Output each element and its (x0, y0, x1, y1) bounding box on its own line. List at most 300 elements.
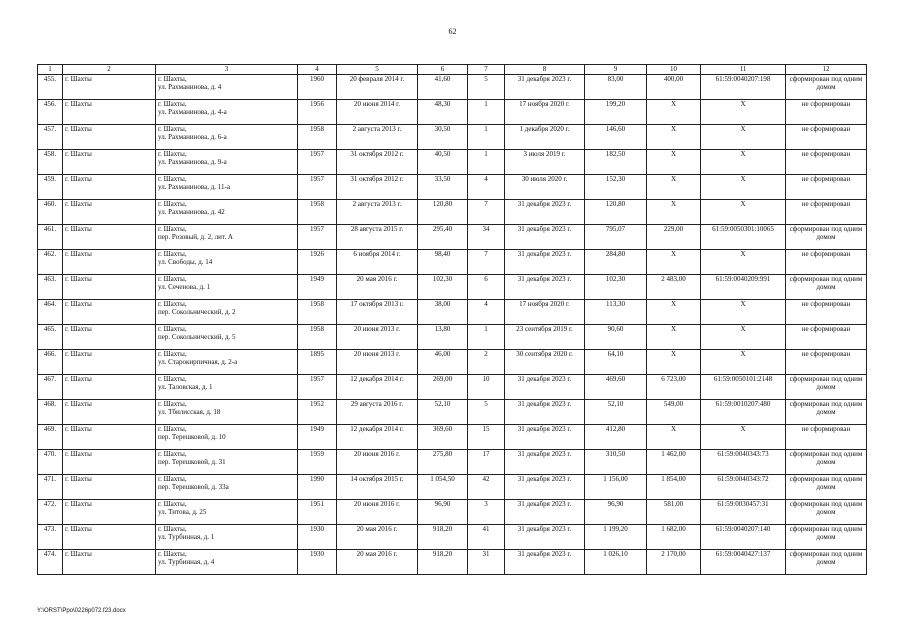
address-line-city: г. Шахты, (158, 100, 187, 108)
table-row (38, 150, 867, 175)
cadastral-number-cell: Х (701, 150, 786, 175)
housing-table-container (37, 64, 866, 575)
table-row (38, 475, 867, 500)
land-status-cell: сформирован под одним домом (786, 275, 867, 300)
address-cell (156, 325, 298, 350)
land-area-cell: Х (647, 175, 701, 200)
planned-date-cell: 31 декабря 2023 г. (505, 550, 585, 575)
total-area-cell: 469,60 (585, 375, 647, 400)
area-cell: 918,20 (418, 550, 468, 575)
cadastral-number-cell: Х (701, 175, 786, 200)
table-row (38, 300, 867, 325)
land-area-cell: Х (647, 325, 701, 350)
land-area-cell: 581,00 (647, 500, 701, 525)
address-line-city: г. Шахты, (158, 350, 187, 358)
address-cell (156, 400, 298, 425)
land-status-cell: не сформирован (786, 200, 867, 225)
settlement-cell: г. Шахты (63, 500, 156, 525)
address-line-street: пер. Розовый, д. 2, лит. А (158, 233, 233, 241)
land-area-cell: 400,00 (647, 75, 701, 100)
planned-date-cell: 23 сентября 2019 г. (505, 325, 585, 350)
address-line-street: пер. Сокольнический, д. 2 (158, 308, 236, 316)
settlement-cell: г. Шахты (63, 375, 156, 400)
settlement-cell: г. Шахты (63, 275, 156, 300)
land-status-cell: не сформирован (786, 425, 867, 450)
area-cell: 48,30 (418, 100, 468, 125)
cadastral-number-cell: Х (701, 250, 786, 275)
address-cell (156, 450, 298, 475)
row-number: 473. (38, 525, 63, 550)
year-built-cell: 1958 (298, 125, 337, 150)
address-cell (156, 225, 298, 250)
row-number: 459. (38, 175, 63, 200)
total-area-cell: 199,20 (585, 100, 647, 125)
cadastral-number-cell: 61:59:0050101:2148 (701, 375, 786, 400)
file-path-footer: Y:\ORST\Ppo\0226p072.f23.docx (37, 608, 126, 614)
land-status-cell: сформирован под одним домом (786, 450, 867, 475)
address-line-city: г. Шахты, (158, 375, 187, 383)
date-cell: 20 мая 2016 г. (337, 525, 418, 550)
cadastral-number-cell: 61:59:0040207:140 (701, 525, 786, 550)
land-status-cell: сформирован под одним домом (786, 500, 867, 525)
land-status-cell: не сформирован (786, 250, 867, 275)
column-header: 3 (156, 65, 298, 75)
address-cell (156, 250, 298, 275)
date-cell: 28 августа 2015 г. (337, 225, 418, 250)
residents-count-cell: 6 (468, 275, 505, 300)
land-area-cell: Х (647, 200, 701, 225)
area-cell: 33,50 (418, 175, 468, 200)
row-number: 457. (38, 125, 63, 150)
address-line-street: ул. Рахманинова, д. 11-а (158, 183, 230, 191)
total-area-cell: 795,07 (585, 225, 647, 250)
settlement-cell: г. Шахты (63, 250, 156, 275)
address-line-street: ул. Турбинная, д. 1 (158, 533, 215, 541)
total-area-cell: 1 026,10 (585, 550, 647, 575)
land-area-cell: Х (647, 350, 701, 375)
settlement-cell: г. Шахты (63, 350, 156, 375)
settlement-cell: г. Шахты (63, 200, 156, 225)
area-cell: 52,10 (418, 400, 468, 425)
planned-date-cell: 31 декабря 2023 г. (505, 200, 585, 225)
address-line-city: г. Шахты, (158, 150, 187, 158)
row-number: 458. (38, 150, 63, 175)
address-cell (156, 125, 298, 150)
year-built-cell: 1930 (298, 525, 337, 550)
address-line-city: г. Шахты, (158, 75, 187, 83)
row-number: 465. (38, 325, 63, 350)
table-row (38, 275, 867, 300)
total-area-cell: 1 199,20 (585, 525, 647, 550)
table-row (38, 175, 867, 200)
address-line-city: г. Шахты, (158, 525, 187, 533)
residents-count-cell: 10 (468, 375, 505, 400)
date-cell: 2 августа 2013 г. (337, 125, 418, 150)
table-row (38, 325, 867, 350)
land-status-cell: сформирован под одним домом (786, 525, 867, 550)
date-cell: 20 июня 2013 г. (337, 325, 418, 350)
table-row (38, 200, 867, 225)
land-area-cell: Х (647, 125, 701, 150)
address-cell (156, 100, 298, 125)
residents-count-cell: 1 (468, 125, 505, 150)
year-built-cell: 1990 (298, 475, 337, 500)
residents-count-cell: 42 (468, 475, 505, 500)
settlement-cell: г. Шахты (63, 175, 156, 200)
land-status-cell: сформирован под одним домом (786, 550, 867, 575)
address-line-street: ул. Рахманинова, д. 4 (158, 83, 222, 91)
land-area-cell: 1 462,00 (647, 450, 701, 475)
row-number: 469. (38, 425, 63, 450)
year-built-cell: 1956 (298, 100, 337, 125)
land-area-cell: Х (647, 150, 701, 175)
residents-count-cell: 1 (468, 325, 505, 350)
land-area-cell: 1 682,00 (647, 525, 701, 550)
address-line-street: пер. Терешковой, д. 31 (158, 458, 226, 466)
address-line-street: ул. Старокирпичная, д. 2-а (158, 358, 238, 366)
row-number: 460. (38, 200, 63, 225)
address-cell (156, 150, 298, 175)
land-area-cell: Х (647, 300, 701, 325)
year-built-cell: 1895 (298, 350, 337, 375)
address-cell (156, 75, 298, 100)
year-built-cell: 1958 (298, 300, 337, 325)
land-area-cell: 549,00 (647, 400, 701, 425)
residents-count-cell: 4 (468, 300, 505, 325)
planned-date-cell: 31 декабря 2023 г. (505, 500, 585, 525)
planned-date-cell: 3 июля 2019 г. (505, 150, 585, 175)
row-number: 474. (38, 550, 63, 575)
total-area-cell: 146,60 (585, 125, 647, 150)
residents-count-cell: 5 (468, 400, 505, 425)
settlement-cell: г. Шахты (63, 150, 156, 175)
row-number: 472. (38, 500, 63, 525)
area-cell: 40,50 (418, 150, 468, 175)
cadastral-number-cell: Х (701, 325, 786, 350)
year-built-cell: 1949 (298, 425, 337, 450)
total-area-cell: 412,80 (585, 425, 647, 450)
row-number: 471. (38, 475, 63, 500)
address-cell (156, 425, 298, 450)
planned-date-cell: 31 декабря 2023 г. (505, 250, 585, 275)
land-status-cell: сформирован под одним домом (786, 225, 867, 250)
date-cell: 17 октября 2013 г. (337, 300, 418, 325)
total-area-cell: 182,50 (585, 150, 647, 175)
planned-date-cell: 31 декабря 2023 г. (505, 450, 585, 475)
year-built-cell: 1958 (298, 200, 337, 225)
address-cell (156, 200, 298, 225)
year-built-cell: 1957 (298, 375, 337, 400)
total-area-cell: 83,00 (585, 75, 647, 100)
settlement-cell: г. Шахты (63, 325, 156, 350)
column-header: 10 (647, 65, 701, 75)
column-header: 9 (585, 65, 647, 75)
date-cell: 20 мая 2016 г. (337, 275, 418, 300)
area-cell: 295,40 (418, 225, 468, 250)
residents-count-cell: 15 (468, 425, 505, 450)
address-line-city: г. Шахты, (158, 425, 187, 433)
date-cell: 6 ноября 2014 г. (337, 250, 418, 275)
date-cell: 20 июня 2013 г. (337, 350, 418, 375)
planned-date-cell: 31 декабря 2023 г. (505, 400, 585, 425)
total-area-cell: 284,80 (585, 250, 647, 275)
residents-count-cell: 2 (468, 350, 505, 375)
cadastral-number-cell: 61:59:0040209:991 (701, 275, 786, 300)
land-status-cell: сформирован под одним домом (786, 400, 867, 425)
settlement-cell: г. Шахты (63, 450, 156, 475)
date-cell: 14 октября 2015 г. (337, 475, 418, 500)
residents-count-cell: 3 (468, 500, 505, 525)
address-line-city: г. Шахты, (158, 475, 187, 483)
address-cell (156, 175, 298, 200)
year-built-cell: 1958 (298, 325, 337, 350)
residents-count-cell: 5 (468, 75, 505, 100)
date-cell: 12 декабря 2014 г. (337, 375, 418, 400)
table-row (38, 425, 867, 450)
address-line-city: г. Шахты, (158, 125, 187, 133)
land-area-cell: 2 483,00 (647, 275, 701, 300)
residents-count-cell: 31 (468, 550, 505, 575)
address-line-city: г. Шахты, (158, 300, 187, 308)
address-line-street: ул. Сеченова, д. 1 (158, 283, 211, 291)
cadastral-number-cell: Х (701, 200, 786, 225)
date-cell: 20 июня 2016 г. (337, 450, 418, 475)
address-line-street: ул. Рахманинова, д. 4-а (158, 108, 227, 116)
date-cell: 12 декабря 2014 г. (337, 425, 418, 450)
area-cell: 98,40 (418, 250, 468, 275)
address-line-city: г. Шахты, (158, 325, 187, 333)
date-cell: 29 августа 2016 г. (337, 400, 418, 425)
column-header: 5 (337, 65, 418, 75)
address-cell (156, 550, 298, 575)
page-number: 62 (448, 27, 457, 36)
row-number: 462. (38, 250, 63, 275)
year-built-cell: 1951 (298, 500, 337, 525)
area-cell: 918,20 (418, 525, 468, 550)
land-status-cell: не сформирован (786, 325, 867, 350)
column-header: 12 (786, 65, 867, 75)
planned-date-cell: 1 декабря 2020 г. (505, 125, 585, 150)
address-line-city: г. Шахты, (158, 400, 187, 408)
cadastral-number-cell: Х (701, 125, 786, 150)
address-line-city: г. Шахты, (158, 175, 187, 183)
settlement-cell: г. Шахты (63, 525, 156, 550)
column-header: 8 (505, 65, 585, 75)
land-status-cell: не сформирован (786, 150, 867, 175)
table-row (38, 450, 867, 475)
cadastral-number-cell: 61:59:0050301:10065 (701, 225, 786, 250)
address-line-city: г. Шахты, (158, 275, 187, 283)
settlement-cell: г. Шахты (63, 400, 156, 425)
cadastral-number-cell: Х (701, 425, 786, 450)
land-area-cell: Х (647, 250, 701, 275)
land-status-cell: не сформирован (786, 350, 867, 375)
date-cell: 2 августа 2013 г. (337, 200, 418, 225)
address-line-city: г. Шахты, (158, 500, 187, 508)
table-body (38, 75, 867, 575)
area-cell: 1 054,50 (418, 475, 468, 500)
table-row (38, 225, 867, 250)
address-cell (156, 300, 298, 325)
area-cell: 46,00 (418, 350, 468, 375)
planned-date-cell: 31 декабря 2023 г. (505, 475, 585, 500)
settlement-cell: г. Шахты (63, 225, 156, 250)
land-status-cell: не сформирован (786, 300, 867, 325)
cadastral-number-cell: Х (701, 300, 786, 325)
table-row (38, 250, 867, 275)
address-line-city: г. Шахты, (158, 200, 187, 208)
address-cell (156, 275, 298, 300)
address-line-street: пер. Сокольнический, д. 5 (158, 333, 236, 341)
total-area-cell: 102,30 (585, 275, 647, 300)
land-status-cell: не сформирован (786, 125, 867, 150)
column-header: 11 (701, 65, 786, 75)
address-line-street: пер. Терешковой, д. 10 (158, 433, 226, 441)
residents-count-cell: 7 (468, 200, 505, 225)
table-row (38, 100, 867, 125)
cadastral-number-cell: 61:59:0040207:198 (701, 75, 786, 100)
area-cell: 102,30 (418, 275, 468, 300)
address-cell (156, 350, 298, 375)
table-row (38, 350, 867, 375)
date-cell: 20 февраля 2014 г. (337, 75, 418, 100)
total-area-cell: 152,30 (585, 175, 647, 200)
table-row (38, 375, 867, 400)
row-number: 466. (38, 350, 63, 375)
cadastral-number-cell: 61:59:0040427:137 (701, 550, 786, 575)
address-line-street: ул. Рахманинова, д. 6-а (158, 133, 227, 141)
total-area-cell: 52,10 (585, 400, 647, 425)
land-status-cell: не сформирован (786, 175, 867, 200)
land-area-cell: 229,00 (647, 225, 701, 250)
land-area-cell: Х (647, 100, 701, 125)
column-header: 6 (418, 65, 468, 75)
total-area-cell: 64,10 (585, 350, 647, 375)
table-row (38, 525, 867, 550)
cadastral-number-cell: 61:59:0030457:31 (701, 500, 786, 525)
area-cell: 13,80 (418, 325, 468, 350)
settlement-cell: г. Шахты (63, 125, 156, 150)
date-cell: 20 июня 2014 г. (337, 100, 418, 125)
address-line-city: г. Шахты, (158, 225, 187, 233)
address-line-street: пер. Терешковой, д. 33а (158, 483, 229, 491)
column-header: 2 (63, 65, 156, 75)
cadastral-number-cell: 61:59:0040343:72 (701, 475, 786, 500)
year-built-cell: 1957 (298, 175, 337, 200)
year-built-cell: 1952 (298, 400, 337, 425)
area-cell: 275,80 (418, 450, 468, 475)
area-cell: 120,80 (418, 200, 468, 225)
address-cell (156, 500, 298, 525)
address-cell (156, 525, 298, 550)
area-cell: 41,60 (418, 75, 468, 100)
address-line-street: ул. Рахманинова, д. 42 (158, 208, 225, 216)
year-built-cell: 1957 (298, 225, 337, 250)
planned-date-cell: 31 декабря 2023 г. (505, 425, 585, 450)
column-header: 7 (468, 65, 505, 75)
date-cell: 20 мая 2016 г. (337, 550, 418, 575)
row-number: 470. (38, 450, 63, 475)
land-area-cell: Х (647, 425, 701, 450)
planned-date-cell: 17 ноября 2020 г. (505, 100, 585, 125)
settlement-cell: г. Шахты (63, 425, 156, 450)
planned-date-cell: 31 декабря 2023 г. (505, 525, 585, 550)
row-number: 461. (38, 225, 63, 250)
year-built-cell: 1949 (298, 275, 337, 300)
year-built-cell: 1957 (298, 150, 337, 175)
area-cell: 38,00 (418, 300, 468, 325)
residents-count-cell: 1 (468, 100, 505, 125)
year-built-cell: 1960 (298, 75, 337, 100)
area-cell: 369,60 (418, 425, 468, 450)
cadastral-number-cell: 61:59:0040343:73 (701, 450, 786, 475)
residents-count-cell: 41 (468, 525, 505, 550)
settlement-cell: г. Шахты (63, 100, 156, 125)
address-line-street: ул. Титова, д. 25 (158, 508, 207, 516)
planned-date-cell: 17 ноября 2020 г. (505, 300, 585, 325)
table-header (38, 65, 867, 75)
planned-date-cell: 30 сентября 2020 г. (505, 350, 585, 375)
land-area-cell: 6 723,00 (647, 375, 701, 400)
settlement-cell: г. Шахты (63, 300, 156, 325)
planned-date-cell: 31 декабря 2023 г. (505, 225, 585, 250)
planned-date-cell: 31 декабря 2023 г. (505, 75, 585, 100)
address-cell (156, 475, 298, 500)
row-number: 464. (38, 300, 63, 325)
land-status-cell: сформирован под одним домом (786, 375, 867, 400)
area-cell: 96,90 (418, 500, 468, 525)
residents-count-cell: 34 (468, 225, 505, 250)
address-line-city: г. Шахты, (158, 450, 187, 458)
settlement-cell: г. Шахты (63, 550, 156, 575)
year-built-cell: 1926 (298, 250, 337, 275)
total-area-cell: 96,90 (585, 500, 647, 525)
row-number: 455. (38, 75, 63, 100)
total-area-cell: 90,60 (585, 325, 647, 350)
address-line-street: ул. Свободы, д. 14 (158, 258, 213, 266)
date-cell: 20 июня 2016 г. (337, 500, 418, 525)
table-row (38, 500, 867, 525)
year-built-cell: 1930 (298, 550, 337, 575)
residents-count-cell: 1 (468, 150, 505, 175)
address-cell (156, 375, 298, 400)
residents-count-cell: 4 (468, 175, 505, 200)
planned-date-cell: 31 декабря 2023 г. (505, 275, 585, 300)
column-header: 4 (298, 65, 337, 75)
settlement-cell: г. Шахты (63, 75, 156, 100)
cadastral-number-cell: Х (701, 100, 786, 125)
total-area-cell: 113,30 (585, 300, 647, 325)
total-area-cell: 1 156,00 (585, 475, 647, 500)
residents-count-cell: 17 (468, 450, 505, 475)
row-number: 463. (38, 275, 63, 300)
column-header: 1 (38, 65, 63, 75)
year-built-cell: 1959 (298, 450, 337, 475)
date-cell: 31 октября 2012 г. (337, 175, 418, 200)
address-line-street: ул. Рахманинова, д. 9-а (158, 158, 227, 166)
address-line-city: г. Шахты, (158, 250, 187, 258)
area-cell: 30,50 (418, 125, 468, 150)
land-status-cell: сформирован под одним домом (786, 475, 867, 500)
land-status-cell: сформирован под одним домом (786, 75, 867, 100)
table-row (38, 75, 867, 100)
table-row (38, 550, 867, 575)
row-number: 456. (38, 100, 63, 125)
planned-date-cell: 30 июля 2020 г. (505, 175, 585, 200)
housing-table (37, 64, 867, 575)
land-area-cell: 1 854,00 (647, 475, 701, 500)
table-row (38, 125, 867, 150)
